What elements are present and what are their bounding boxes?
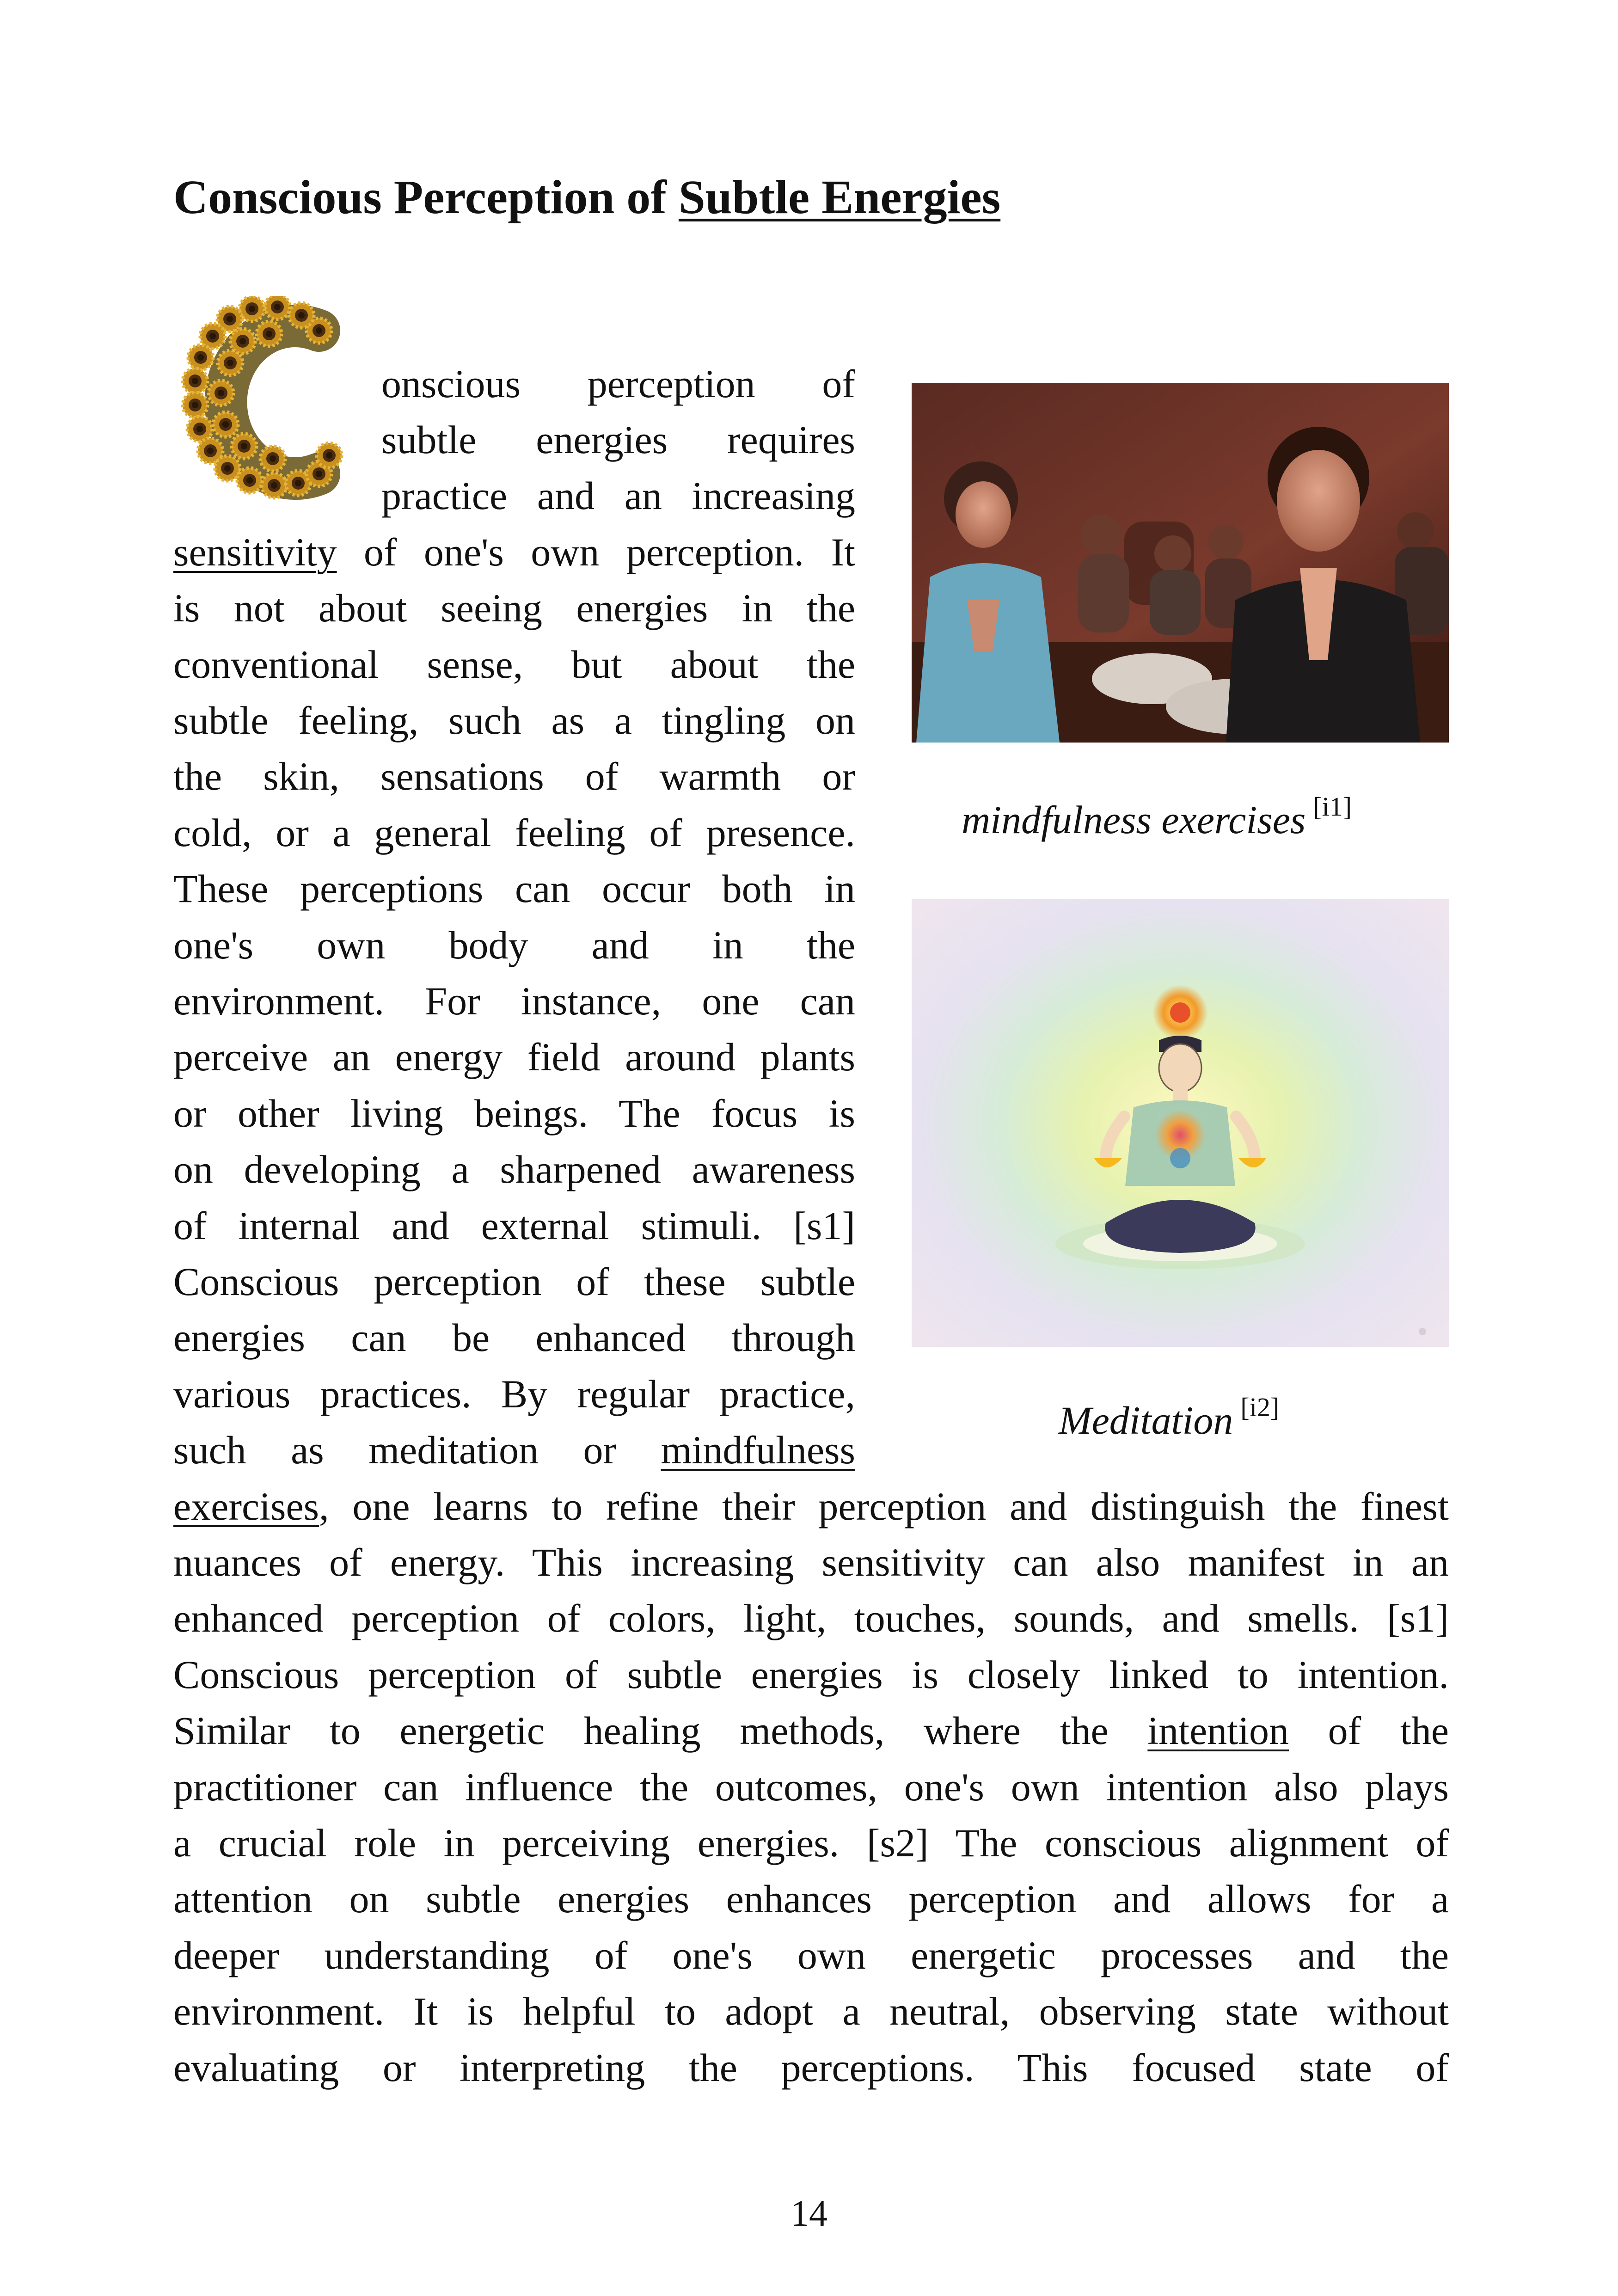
text-line: environment. For instance, one can xyxy=(173,979,855,1023)
page-title: Conscious Perception of Subtle Energies xyxy=(173,171,1001,224)
text-line: deeper understanding of one's own energetic processes and the xyxy=(173,1933,1449,1977)
text-line: of internal and external stimuli. [s1] xyxy=(173,1203,855,1248)
mindfulness-exercises-link[interactable]: exercises xyxy=(173,1484,319,1529)
figure-reference[interactable]: [i2] xyxy=(1240,1392,1280,1422)
text-line: Conscious perception of these subtle xyxy=(173,1259,855,1304)
text-line: onscious perception of xyxy=(381,362,855,406)
text-line: subtle energies requires xyxy=(381,417,855,462)
chakra-meditation-illustration xyxy=(912,899,1449,1347)
text-line: exercises, one learns to refine their perception and distinguish the finest xyxy=(173,1484,1449,1529)
figure-caption: mindfulness exercises [i1] xyxy=(962,792,1352,842)
text-line: sensitivity of one's own perception. It xyxy=(173,530,855,574)
text-line: cold, or a general feeling of presence. xyxy=(173,810,855,855)
subtle-energies-link[interactable]: Subtle Energies xyxy=(678,171,1001,224)
dropcap-letter-c-icon xyxy=(166,296,361,509)
text-line: environment. It is helpful to adopt a neutral, observing state without xyxy=(173,1989,1449,2033)
text-line: or other living beings. The focus is xyxy=(173,1091,855,1136)
text-line: evaluating or interpreting the perceptions. This focused state of xyxy=(173,2045,1449,2090)
text-line: on developing a sharpened awareness xyxy=(173,1147,855,1191)
figure-reference[interactable]: [i1] xyxy=(1313,792,1352,822)
sensitivity-link[interactable]: sensitivity xyxy=(173,530,337,574)
text-line: enhanced perception of colors, light, touches, sounds, and smells. [s1] xyxy=(173,1596,1449,1640)
text-line: attention on subtle energies enhances perception and allows for a xyxy=(173,1877,1449,1921)
group-meditation-photo xyxy=(912,383,1449,743)
text-line: nuances of energy. This increasing sensitivity can also manifest in an xyxy=(173,1540,1449,1584)
text-line: the skin, sensations of warmth or xyxy=(173,754,855,798)
text-line: Conscious perception of subtle energies is closely linked to intention. xyxy=(173,1652,1449,1697)
text-line: These perceptions can occur both in xyxy=(173,866,855,911)
text-line: is not about seeing energies in the xyxy=(173,586,855,630)
mindfulness-exercises-link[interactable]: mindfulness xyxy=(661,1428,855,1472)
text-line: practitioner can influence the outcomes, one's own intention also plays xyxy=(173,1765,1449,1809)
text-line: one's own body and in the xyxy=(173,923,855,967)
text-line: a crucial role in perceiving energies. [s2] The conscious alignment of xyxy=(173,1821,1449,1865)
text-line: various practices. By regular practice, xyxy=(173,1372,855,1416)
intention-link[interactable]: intention xyxy=(1147,1708,1289,1753)
text-line: such as meditation or mindfulness xyxy=(173,1428,855,1472)
text-line: subtle feeling, such as a tingling on xyxy=(173,698,855,743)
text-line: energies can be enhanced through xyxy=(173,1315,855,1360)
text-line: practice and an increasing xyxy=(381,473,855,518)
text-line: conventional sense, but about the xyxy=(173,642,855,687)
text-line: perceive an energy field around plants xyxy=(173,1035,855,1079)
text-line: Similar to energetic healing methods, where the intention of the xyxy=(173,1708,1449,1753)
figure-caption: Meditation [i2] xyxy=(1059,1392,1280,1443)
page-number: 14 xyxy=(791,2193,827,2234)
